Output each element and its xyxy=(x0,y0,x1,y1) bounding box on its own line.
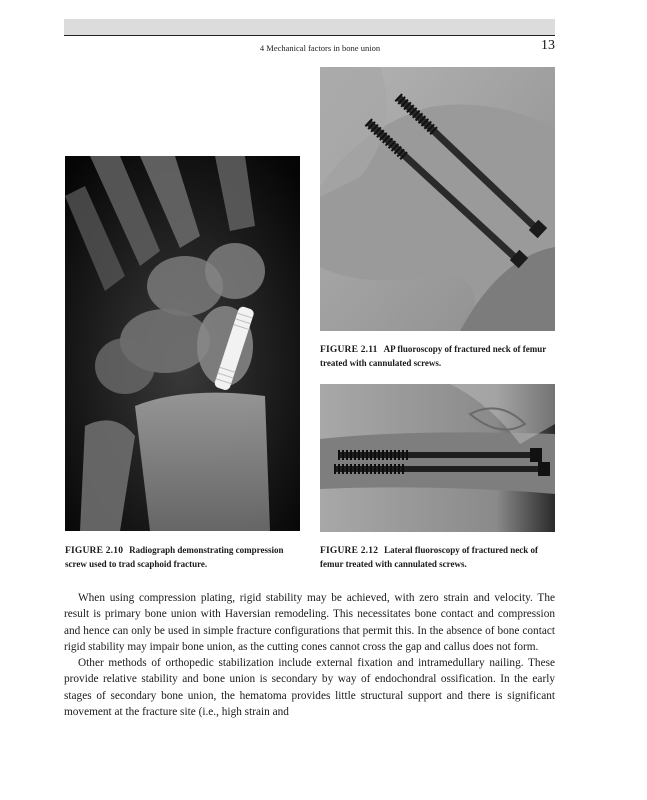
running-head: 4 Mechanical factors in bone union xyxy=(259,43,381,53)
wrist-xray-image xyxy=(65,156,300,531)
body-text xyxy=(64,590,555,720)
figure-label: FIGURE 2.12 xyxy=(320,546,379,556)
caption-text: AP fluoroscopy of fractured neck of femur treated with cannulated screws. xyxy=(320,344,547,368)
paragraph: When using compression plating, rigid stability may be achieved, with zero strain and velocity. The result is primary bone union with Haversian remodeling. This necessitates bone contact and compression and hence can only be used in simple fracture configurations that permit this. In the absence of bone contact rigid stability may impair bone union, as the cutting cones cannot cross the gap and callus does not form. xyxy=(64,592,555,653)
figure-2-12-lateral-fluoroscopy xyxy=(320,384,555,532)
header-rule xyxy=(64,35,555,36)
lateral-fluoroscopy-image xyxy=(320,384,555,532)
ap-fluoroscopy-image xyxy=(320,67,555,331)
figure-label: FIGURE 2.10 xyxy=(65,546,124,556)
figure-2-10-caption xyxy=(65,544,305,570)
top-gray-band xyxy=(64,19,555,35)
figure-2-11-ap-fluoroscopy xyxy=(320,67,555,331)
figure-2-10-radiograph xyxy=(65,156,300,531)
caption-text: Radiograph demonstrating compression screw used to trad scaphoid fracture. xyxy=(65,545,284,569)
figure-2-12-caption xyxy=(320,544,560,570)
paragraph: Other methods of orthopedic stabilization include external fixation and intramedullary nailing. These provide relative stability and bone union is secondary by way of endochondral ossification. In the early stages of secondary bone union, the hematoma provides little structural support and there is significant movement at the fracture site (i.e., high strain and xyxy=(64,657,555,719)
figure-2-11-caption xyxy=(320,343,560,369)
caption-text: Lateral fluoroscopy of fractured neck of femur treated with cannulated screws. xyxy=(320,545,539,569)
page-number: 13 xyxy=(541,38,555,53)
figure-label: FIGURE 2.11 xyxy=(320,345,378,355)
